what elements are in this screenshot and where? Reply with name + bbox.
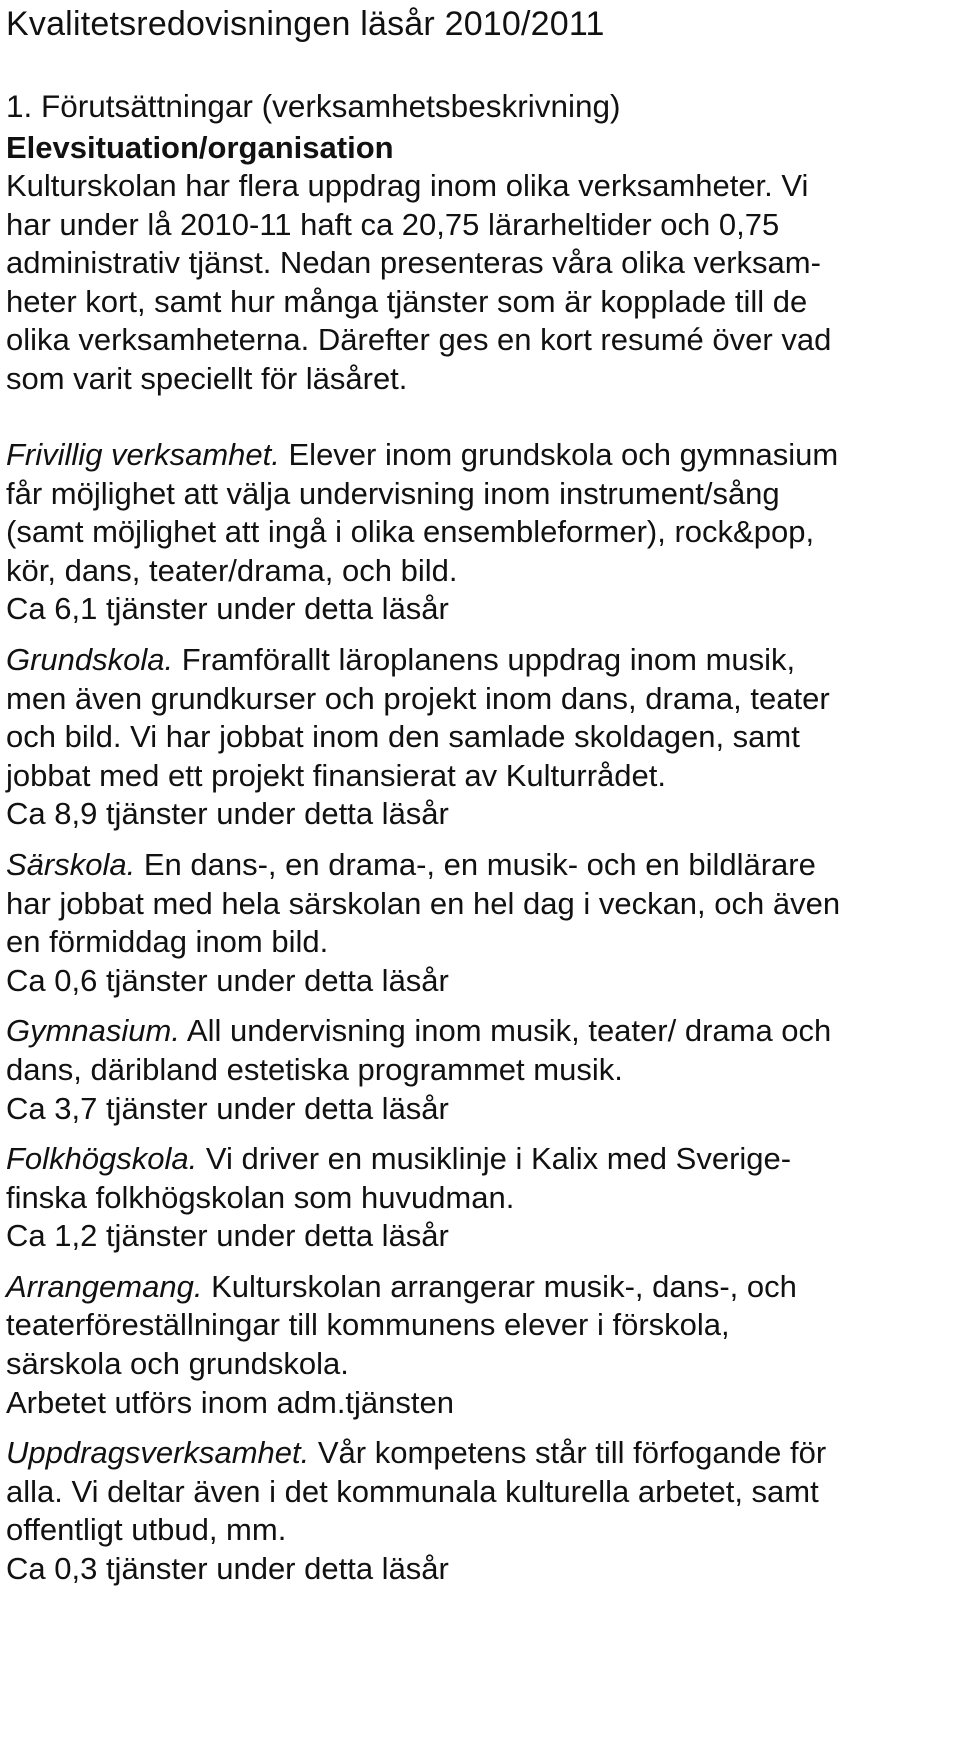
- activity-block-grundskola: [6, 641, 960, 834]
- activity-lead: Arrangemang.: [6, 1268, 203, 1304]
- activity-capacity: Ca 1,2 tjänster under detta läsår: [6, 1218, 449, 1254]
- spacer: [6, 1000, 960, 1012]
- activity-capacity: Ca 0,3 tjänster under detta läsår: [6, 1551, 449, 1587]
- activity-body: En dans-, en drama-, en musik- och en bildlärare har jobbat med hela särskolan en hel dag i veckan, och även en förmiddag inom bild.: [6, 846, 841, 960]
- activity-block-uppdragsverksamhet: [6, 1434, 960, 1588]
- activity-block-folkhogskola: [6, 1140, 960, 1256]
- activity-lead: Folkhögskola.: [6, 1141, 198, 1177]
- spacer: [6, 834, 960, 846]
- activity-body: Vi driver en musiklinje i Kalix med Sverige- finska folkhögskolan som huvudman.: [6, 1141, 792, 1215]
- spacer: [6, 629, 960, 641]
- spacer: [6, 1422, 960, 1434]
- activity-capacity: Ca 0,6 tjänster under detta läsår: [6, 962, 449, 998]
- document-title: Kvalitetsredovisningen läsår 2010/2011: [6, 5, 605, 43]
- activity-block-frivillig: [6, 436, 960, 629]
- activity-body: Kulturskolan arrangerar musik-, dans-, och teaterföreställningar till kommunens elever i förskola, särskola och grundskola.: [6, 1268, 797, 1382]
- intro-paragraph: Kulturskolan har flera uppdrag inom olika verksamheter. Vi har under lå 2010-11 haft ca 20,75 lärarheltider och 0,75 administrativ tjänst. Nedan presenteras våra olika verksam- heter kort, samt hur många tjänster som är kopplade till de olika verksamheterna. Därefter ges en kort resumé över vad som varit speciellt för läsåret.: [6, 168, 832, 396]
- activity-lead: Grundskola.: [6, 641, 174, 677]
- spacer: [6, 1256, 960, 1268]
- activity-block-arrangemang: [6, 1268, 960, 1422]
- activity-body: Vår kompetens står till förfogande för alla. Vi deltar även i det kommunala kulturella arbetet, samt offentligt utbud, mm.: [6, 1435, 827, 1548]
- activity-lead: Gymnasium.: [6, 1013, 180, 1049]
- activity-capacity: Ca 3,7 tjänster under detta läsår: [6, 1090, 449, 1126]
- activity-lead: Uppdragsverksamhet.: [6, 1435, 310, 1471]
- activity-block-gymnasium: [6, 1012, 960, 1128]
- activity-lead: Frivillig verksamhet.: [6, 437, 280, 472]
- activity-lead: Särskola.: [6, 846, 136, 882]
- activity-block-sarskola: [6, 846, 960, 1000]
- activity-body: Elever inom grundskola och gymnasium får möjlighet att välja undervisning inom instrument/sång (samt möjlighet att ingå i olika ensembleformer), rock&pop, kör, dans, teater/drama, och bild.: [6, 437, 839, 588]
- section-heading: 1. Förutsättningar (verksamhetsbeskrivning): [6, 88, 621, 124]
- activity-capacity: Ca 8,9 tjänster under detta läsår: [6, 796, 449, 832]
- activity-body: All undervisning inom musik, teater/ drama och dans, däribland estetiska programmet musik.: [6, 1013, 832, 1087]
- sub-heading: Elevsituation/organisation: [6, 130, 394, 165]
- activity-capacity: Arbetet utförs inom adm.tjänsten: [6, 1384, 455, 1420]
- activity-body: Framförallt läroplanens uppdrag inom musik, men även grundkurser och projekt inom dans, drama, teater och bild. Vi har jobbat inom den samlade skoldagen, samt jobbat med ett projekt finansierat av Kulturrådet.: [6, 641, 830, 793]
- spacer: [6, 1128, 960, 1140]
- spacer: [6, 398, 960, 436]
- activity-capacity: Ca 6,1 tjänster under detta läsår: [6, 591, 449, 627]
